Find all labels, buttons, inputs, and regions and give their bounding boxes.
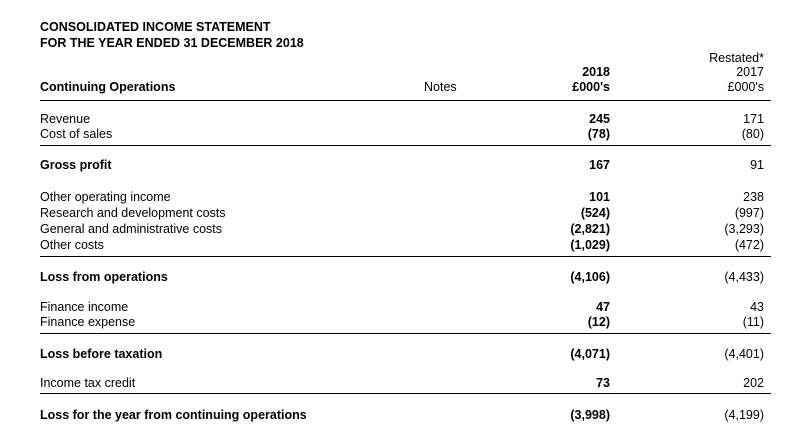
row-label-revenue: Revenue xyxy=(40,112,91,126)
rule-gross-profit xyxy=(40,145,771,146)
col-2017-unit: £000's xyxy=(727,80,764,94)
row-2018-other-operating-income: 101 xyxy=(589,190,610,204)
rule-loss-before-taxation xyxy=(40,333,771,334)
row-2018-finance-expense: (12) xyxy=(587,315,610,329)
row-label-other-costs: Other costs xyxy=(40,238,104,252)
row-2017-research-development: (997) xyxy=(734,206,764,220)
statement-period: FOR THE YEAR ENDED 31 DECEMBER 2018 xyxy=(40,36,304,50)
row-label-other-operating-income: Other operating income xyxy=(40,190,171,204)
col-2018-year: 2018 xyxy=(582,65,610,79)
row-2018-other-costs: (1,029) xyxy=(570,238,610,252)
row-label-loss-from-operations: Loss from operations xyxy=(40,270,168,284)
section-label: Continuing Operations xyxy=(40,80,176,94)
row-label-loss-for-year: Loss for the year from continuing operations xyxy=(40,408,307,422)
row-label-income-tax-credit: Income tax credit xyxy=(40,376,136,390)
row-2017-gross-profit: 91 xyxy=(750,158,764,172)
row-2018-loss-for-year: (3,998) xyxy=(570,408,610,422)
col-2017-year: 2017 xyxy=(736,65,764,79)
row-label-general-admin: General and administrative costs xyxy=(40,222,223,236)
row-2018-finance-income: 47 xyxy=(596,300,610,314)
row-2017-other-costs: (472) xyxy=(734,238,764,252)
col-2017-restated: Restated* xyxy=(709,51,764,65)
row-2018-cost-of-sales: (78) xyxy=(587,127,610,141)
row-2017-loss-before-taxation: (4,401) xyxy=(724,347,764,361)
row-2017-finance-income: 43 xyxy=(750,300,764,314)
rule-loss-from-operations xyxy=(40,256,771,257)
row-2018-income-tax-credit: 73 xyxy=(596,376,610,390)
row-2017-other-operating-income: 238 xyxy=(743,190,764,204)
row-2018-gross-profit: 167 xyxy=(589,158,610,172)
row-2018-loss-before-taxation: (4,071) xyxy=(570,347,610,361)
row-2017-income-tax-credit: 202 xyxy=(743,376,764,390)
row-label-research-development: Research and development costs xyxy=(40,206,226,220)
header-rule xyxy=(40,100,771,101)
row-2017-revenue: 171 xyxy=(743,112,764,126)
row-label-cost-of-sales: Cost of sales xyxy=(40,127,113,141)
row-2017-cost-of-sales: (80) xyxy=(741,127,764,141)
row-label-loss-before-taxation: Loss before taxation xyxy=(40,347,163,361)
row-2018-loss-from-operations: (4,106) xyxy=(570,270,610,284)
row-label-gross-profit: Gross profit xyxy=(40,158,112,172)
row-label-finance-expense: Finance expense xyxy=(40,315,136,329)
row-2018-revenue: 245 xyxy=(589,112,610,126)
col-2018-unit: £000's xyxy=(572,80,610,94)
rule-loss-for-year xyxy=(40,393,771,394)
statement-title: CONSOLIDATED INCOME STATEMENT xyxy=(40,20,271,34)
row-2017-finance-expense: (11) xyxy=(742,315,764,329)
notes-header: Notes xyxy=(424,80,457,94)
row-2018-research-development: (524) xyxy=(580,206,610,220)
row-2017-loss-from-operations: (4,433) xyxy=(724,270,764,284)
row-2018-general-admin: (2,821) xyxy=(570,222,610,236)
row-2017-general-admin: (3,293) xyxy=(724,222,764,236)
row-2017-loss-for-year: (4,199) xyxy=(724,408,764,422)
row-label-finance-income: Finance income xyxy=(40,300,129,314)
